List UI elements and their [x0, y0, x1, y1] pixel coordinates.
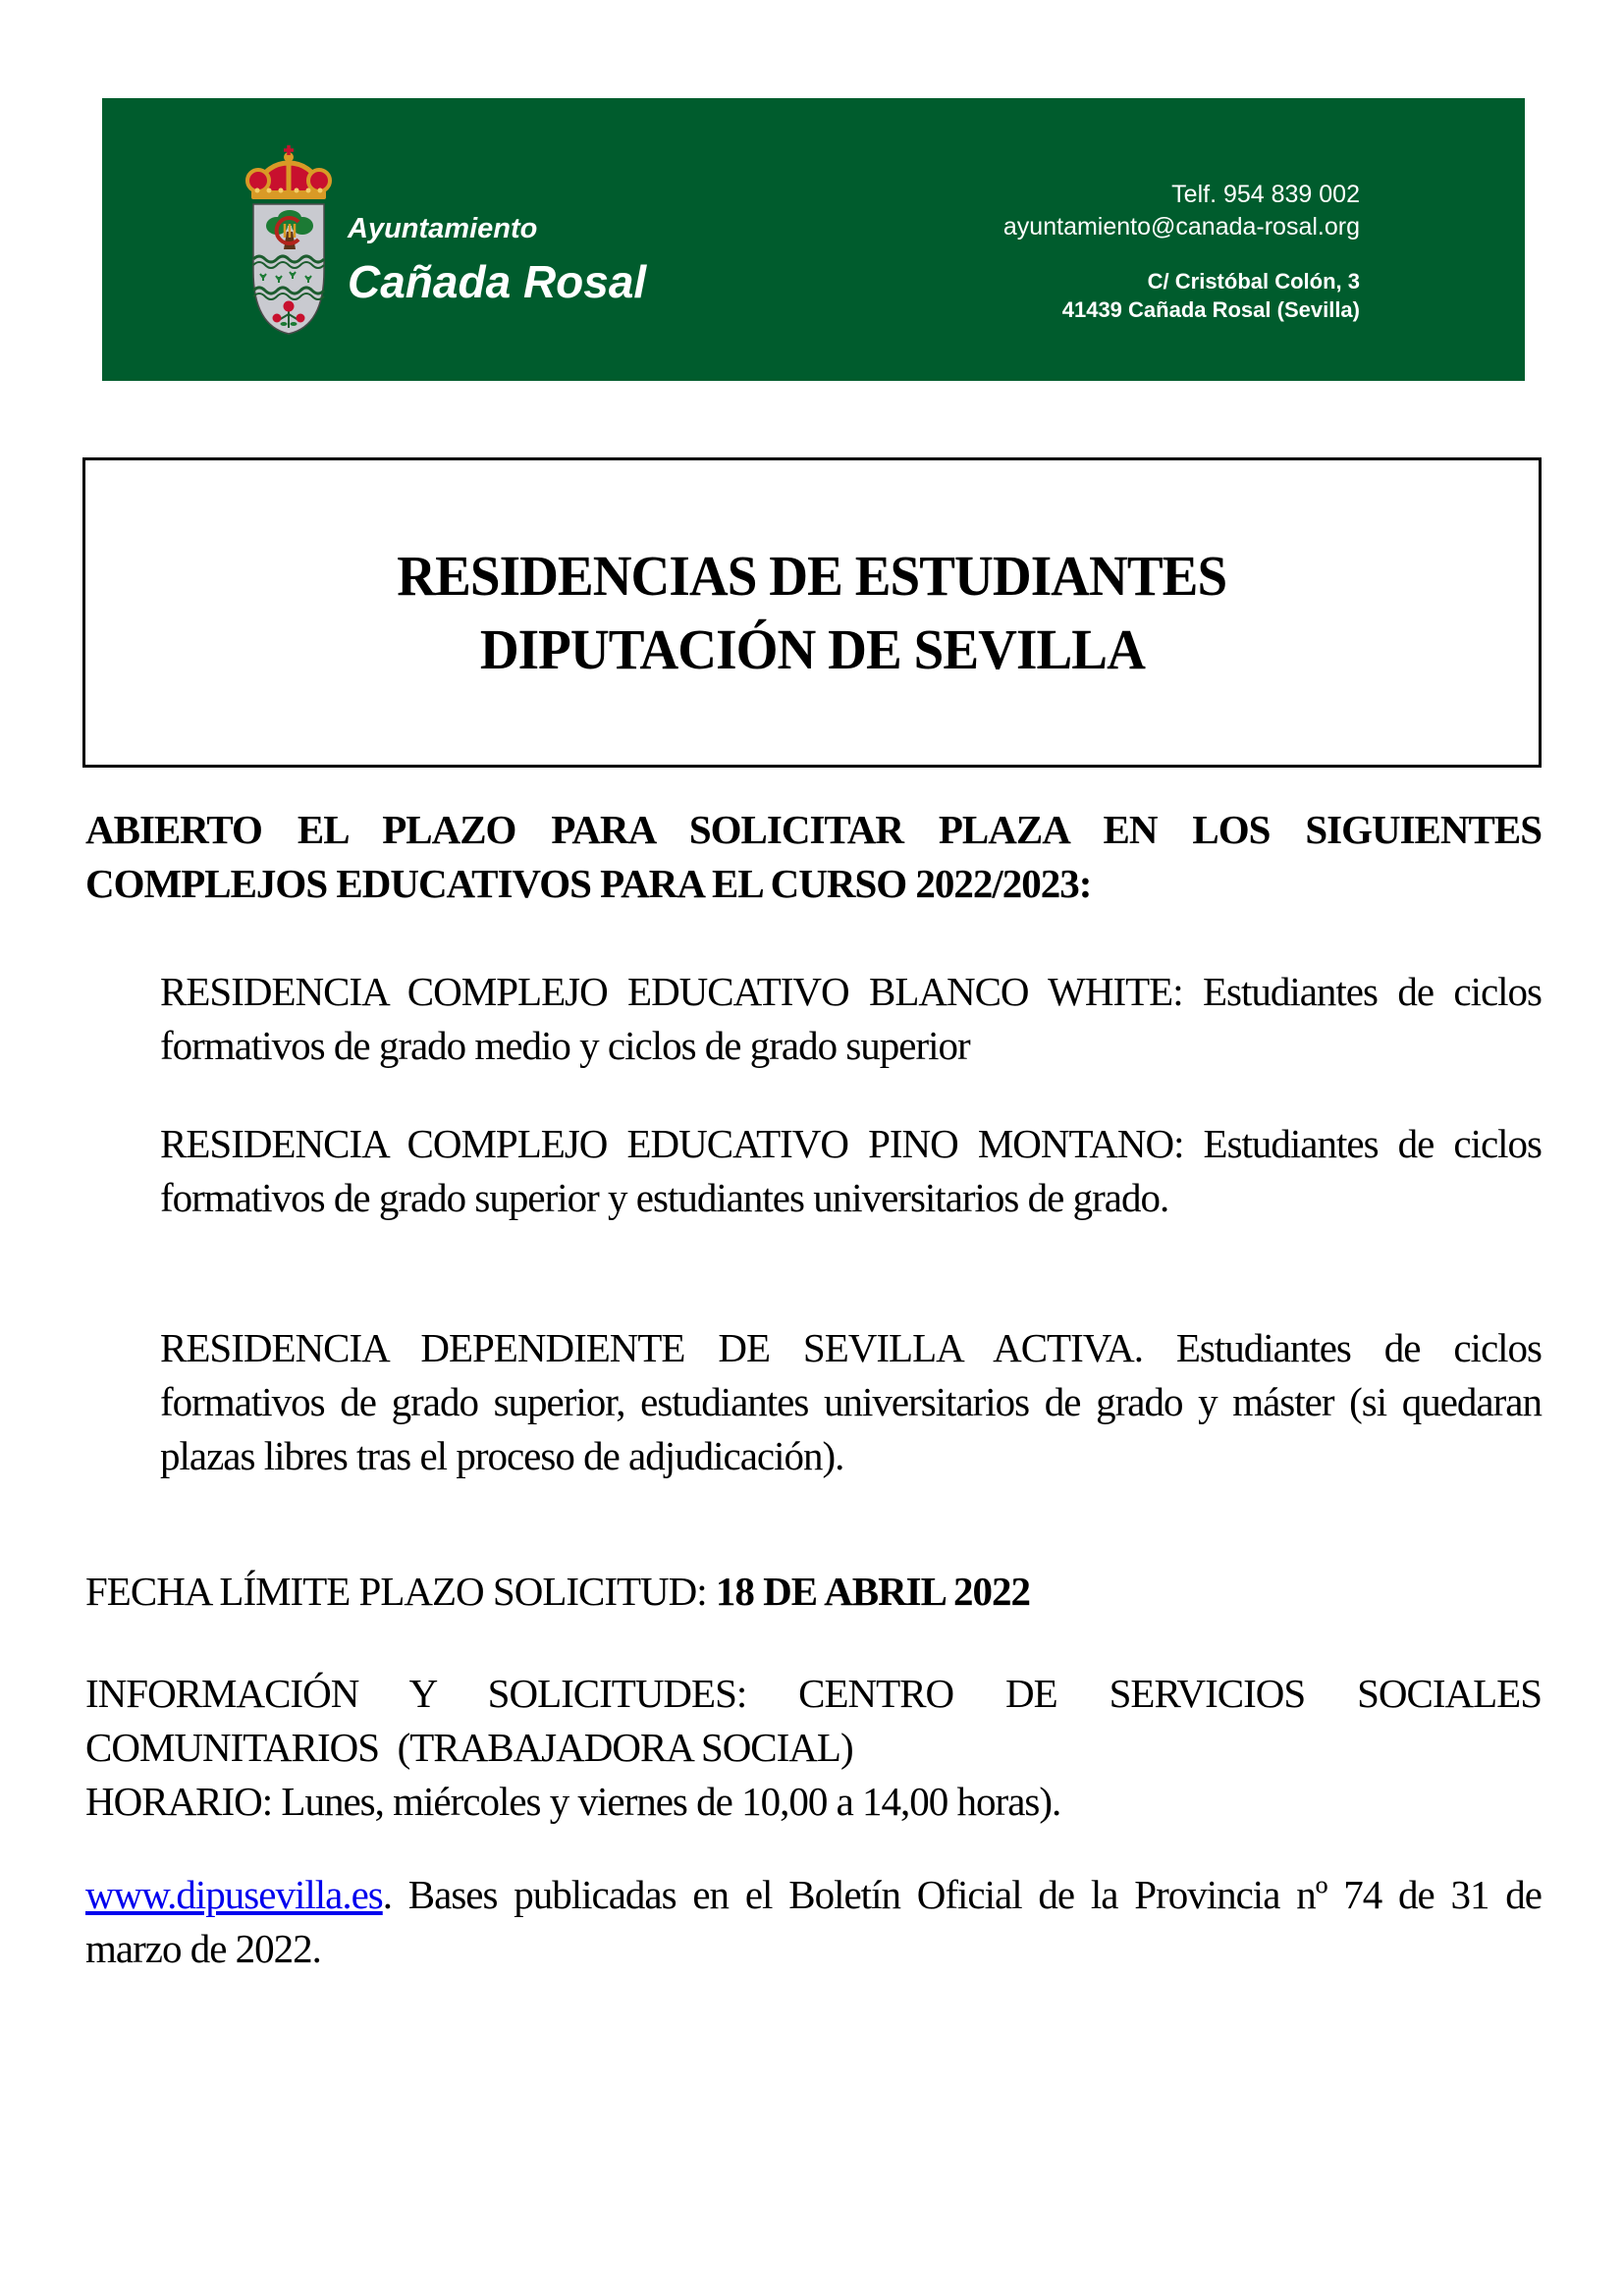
org-type: Ayuntamiento — [348, 213, 538, 244]
address-line-2: 41439 Cañada Rosal (Sevilla) — [1061, 297, 1360, 322]
contact-email: ayuntamiento@canada-rosal.org — [1002, 213, 1360, 240]
deadline-line — [85, 1565, 1542, 1619]
crown-graphic — [247, 145, 330, 199]
org-name: Cañada Rosal — [348, 256, 647, 307]
deadline-value: 18 DE ABRIL 2022 — [715, 1569, 1030, 1614]
residence-paragraph-sevilla-activa: RESIDENCIA DEPENDIENTE DE SEVILLA ACTIVA. Estudiantes de ciclos formativos de grado superior, estudiantes universitarios de grado y máster (si quedaran plazas libres tras el proceso de adjudicación). — [160, 1325, 1542, 1478]
residence-paragraph-pino-montano: RESIDENCIA COMPLEJO EDUCATIVO PINO MONTANO: Estudiantes de ciclos formativos de grado superior y estudiantes universitarios de grado. — [160, 1121, 1542, 1220]
coat-of-arms-icon — [242, 141, 336, 342]
contact-block — [1003, 179, 1360, 324]
notice-title-line-1: RESIDENCIAS DE ESTUDIANTES — [397, 544, 1227, 608]
info-paragraph: INFORMACIÓN Y SOLICITUDES: CENTRO DE SERVICIOS SOCIALES COMUNITARIOS (TRABAJADORA SOCIAL) — [85, 1671, 1542, 1770]
dipusevilla-link[interactable]: www.dipusevilla.es — [85, 1872, 383, 1917]
notice-title-box — [82, 457, 1542, 768]
schedule-line: HORARIO: Lunes, miércoles y viernes de 10,00 a 14,00 horas). — [85, 1779, 1061, 1824]
intro-paragraph: ABIERTO EL PLAZO PARA SOLICITAR PLAZA EN LOS SIGUIENTES COMPLEJOS EDUCATIVOS PARA EL CURSO 2022/2023: — [85, 807, 1542, 906]
residence-paragraph-blanco-white: RESIDENCIA COMPLEJO EDUCATIVO BLANCO WHITE: Estudiantes de ciclos formativos de grado medio y ciclos de grado superior — [160, 969, 1542, 1068]
link-paragraph — [85, 1868, 1542, 1976]
deadline-label: FECHA LÍMITE PLAZO SOLICITUD: — [85, 1569, 716, 1614]
link-tail-text: . Bases publicadas en el Boletín Oficial de la Provincia nº 74 de 31 de marzo de 2022. — [85, 1872, 1542, 1971]
organization-name-block — [348, 212, 646, 308]
contact-spacer — [1003, 243, 1360, 267]
notice-title-line-2: DIPUTACIÓN DE SEVILLA — [479, 617, 1145, 681]
header-banner — [102, 98, 1525, 381]
contact-phone: Telf. 954 839 002 — [1171, 181, 1360, 208]
address-line-1: C/ Cristóbal Colón, 3 — [1147, 269, 1360, 294]
shield-graphic — [253, 204, 324, 334]
